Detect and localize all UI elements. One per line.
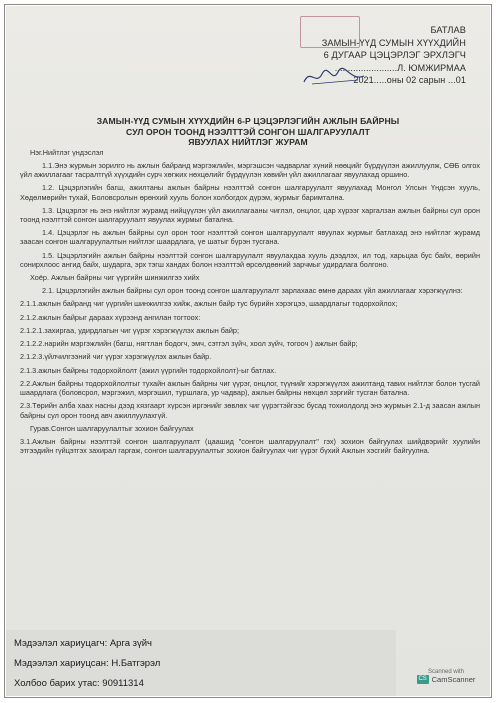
body-paragraph: 2.1.2.ажлын байрыг дараах хүрээнд ангилан тогтоох: (20, 312, 201, 322)
camscanner-icon: CS (418, 676, 427, 682)
approval-line-2: ЗАМЫН-ҮҮД СУМЫН ХҮҮХДИЙН (321, 37, 466, 48)
body-paragraph: 1.2. Цэцэрлэгийн багш, ажилтаны ажлын байрны нээлттэй сонгон шалгаруулалт явуулахад Монгол Улсын Үндсэн хууль, Хөдөлмөрийн тухай, Боловсролын өрөнхий хууль болон холбогдох дүрэм, журмыг баримтална. (20, 183, 480, 202)
body-paragraph: 2.3.Төрийн алба хаах насны дээд хязгаарт хүрсэн иргэнийг зөвлөх чиг үүрэгтэйгээс бусад тохиолдолд энэ журмын 2.1-д заасан ажлын байрны сул орон тоонд авч ажиллуулахгүй. (20, 401, 480, 420)
scanner-app-name: CamScanner (431, 675, 476, 684)
approval-line-1: БАТЛАВ (430, 25, 466, 35)
body-paragraph: 2.1. Цэцэрлэгийн ажлын байрны сул орон тоонд сонгон шалгаруулалт зарлахаас өмнө дараах үйл ажиллагааг хэрэгжүүлнэ: (42, 286, 463, 296)
body-paragraph: 2.1.2.1.захиргаа, удирдлагын чиг үүрэг хэрэгжүүлэх ажлын байр; (20, 325, 239, 335)
body-paragraph: 2.1.1.ажлын байранд чиг үүргийн шинжилгээ хийж, ажлын байр тус бүрийн хэрэгцээ, шаардлагыг тодорхойлох; (20, 299, 398, 309)
scanner-label: Scanned with (427, 669, 465, 675)
handwritten-signature (300, 64, 370, 90)
footer-phone: Холбоо барих утас: 90911314 (14, 678, 144, 689)
title-line-3: ЯВУУЛАХ НИЙТЛЭГ ЖУРАМ (188, 137, 308, 147)
approval-signature-line: ........................Л. ЮМЖИРМАА (334, 62, 466, 73)
title-line-2: СУЛ ОРОН ТООНД НЭЭЛТТЭЙ СОНГОН ШАЛГАРУУЛАЛТ (126, 126, 370, 137)
body-paragraph: 2.2.Ажлын байрны тодорхойлолтыг тухайн ажлын байрны чиг үүрэг, онцлог, түүнийг хэрэгжүүлэх ажилтанд тавих нийтлэг болон тусгай шаардлага (боловсрол, мэргэжил, мэргэшил, туршлага, ур чадвар), ажлын байрны нөхцөл зэргийг тусган батална. (20, 379, 480, 398)
body-paragraph: 1.3. Цэцэрлэг нь энэ нийтлэг журамд нийцүүлэн үйл ажиллагааны чиглэл, онцлог, цар хүрээг харгалзан ажлын байрны сул орон тоонд нээлттэй сонгон шалгаруулалт явуулах журмыг батална. (20, 205, 480, 224)
body-paragraph: 3.1.Ажлын байрны нээлттэй сонгон шалгаруулалт (цаашид "сонгон шалгаруулалт" гэх) зохион байгуулах шийдвэрийг хуулийн этгээдийн гүйцэтгэх захирал гаргаж, сонгон шалгаруулалтыг зохион байгуулах чиг үүрэг бүхий Ажлын хэсгийг байгуулна. (20, 436, 480, 455)
body-paragraph: 1.5. Цэцэрлэгийн ажлын байрны нээлттэй сонгон шалгаруулалт явуулахдаа хууль дээдлэх, ил тод, харьцаа бус байх, өөрийн сонирхлоос ангид байх, шударга, эрх тэгш хандах болон нээлттэй өрсөлдөөний зарчмыг удирдлага болгоно. (20, 250, 480, 269)
camscanner-watermark (414, 669, 478, 684)
footer-handler: Мэдээлэл хариуцсан: Н.Батгэрэл (14, 658, 161, 669)
body-paragraph: 1.1.Энэ журмын зорилго нь ажлын байранд мэргэжлийн, мэргэшсэн чадварлаг хүний нөөцийг бүрдүүлэн ажиллуулж, СӨБ олгох үйл ажиллагааг тасралтгүй хүүхдийн сурч хөгжих нөхцөлийг бүрдүүлэн хөвийн үйл ажиллагааг явуулахад оршино. (20, 161, 480, 180)
approval-line-3: 6 ДУГААР ЦЭЦЭРЛЭГ ЭРХЛЭГЧ (323, 50, 466, 60)
scanner-logo (417, 675, 476, 684)
document-body (20, 148, 480, 459)
body-paragraph: 1.4. Цэцэрлэг нь ажлын байрны сул орон тоог нээлттэй сонгон шалгаруулалт явуулах журмыг батлахад энэ нийтлэг журамд заасан сонгон шалгаруулалтын нийтлэг шаардлага, үе шатыг бүрэн тусгана. (20, 228, 480, 247)
footer-responsible: Мэдээлэл хариуцагч: Арга зүйч (14, 638, 153, 649)
section-heading: Нэг.Нийтлэг үндэслэл (30, 148, 104, 157)
scanned-document (6, 6, 490, 696)
document-title (26, 116, 470, 148)
approval-date-line: 2021.....оны 02 сарын ...01 (353, 75, 466, 85)
body-paragraph: 2.1.2.3.үйлчилгээний чиг үүрэг хэрэгжүүлэх ажлын байр. (20, 352, 212, 362)
body-paragraph: 2.1.3.ажлын байрны тодорхойлолт (ажил үүргийн тодорхойлолт)-ыг батлах. (20, 365, 277, 375)
title-line-1: ЗАМЫН-ҮҮД СУМЫН ХҮҮХДИЙН 6-Р ЦЭЦЭРЛЭГИЙН АЖЛЫН БАЙРНЫ (96, 116, 400, 126)
contact-footer (6, 630, 396, 696)
body-paragraph: 2.1.2.2.нарийн мэргэжлийн (багш, нягтлан бодогч, эмч, сэтгэл зүйч, хоол зүйч, тогооч ) ажлын байр; (20, 339, 358, 349)
section-heading: Гурав.Сонгон шалгаруулалтыг зохион байгуулах (30, 423, 194, 433)
section-heading: Хоёр. Ажлын байрны чиг үүргийн шинжилгээ хийх (30, 272, 200, 282)
